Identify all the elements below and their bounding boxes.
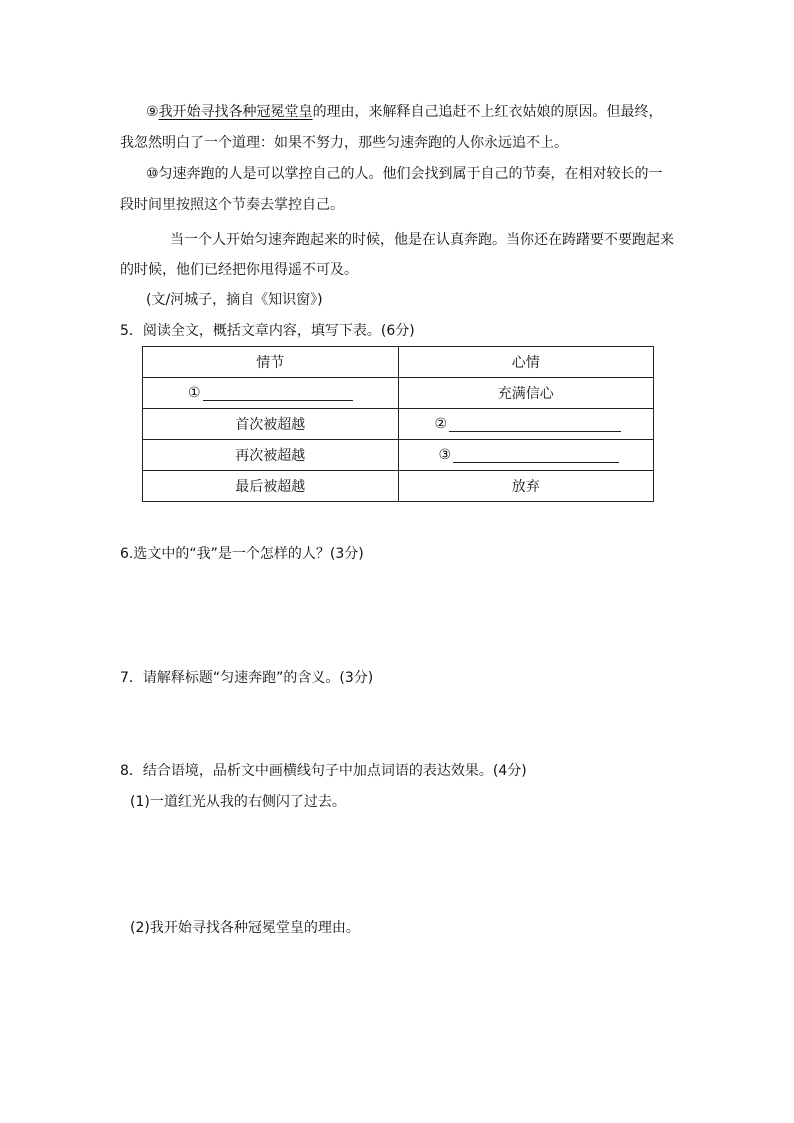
table-row	[143, 471, 654, 502]
question-8-sub-1: (1)一道红光从我的右侧闪了过去。	[130, 794, 346, 810]
paragraph-9-line-1	[146, 102, 663, 122]
table-row	[143, 409, 654, 440]
paragraph-number: ⑨	[146, 104, 159, 120]
summary-table	[142, 346, 654, 502]
blank-marker: ③	[438, 447, 452, 463]
mood-cell-blank[interactable]	[398, 440, 654, 471]
question-7-prompt: 7．请解释标题“匀速奔跑”的含义。(3分)	[120, 670, 374, 686]
paragraph-11-line-2: 的时候，他们已经把你甩得遥不可及。	[120, 262, 358, 278]
header-plot: 情节	[143, 347, 399, 378]
plot-cell-blank[interactable]	[143, 378, 399, 409]
plot-cell: 最后被超越	[143, 471, 399, 502]
source-citation: (文/河城子，摘自《知识窗》)	[146, 292, 323, 308]
plot-cell: 首次被超越	[143, 409, 399, 440]
paragraph-10-line-1: ⑩匀速奔跑的人是可以掌控自己的人。他们会找到属于自己的节奏，在相对较长的一	[146, 166, 663, 182]
question-8-sub-2: (2)我开始寻找各种冠冕堂皇的理由。	[130, 920, 360, 936]
blank-marker: ②	[434, 416, 448, 432]
table-header-row	[143, 347, 654, 378]
paragraph-11-line-1: 当一个人开始匀速奔跑起来的时候，他是在认真奔跑。当你还在踌躇要不要跑起来	[170, 232, 674, 248]
paragraph-text: 的理由，来解释自己追赶不上红衣姑娘的原因。但最终，	[312, 104, 663, 120]
mood-cell: 放弃	[398, 471, 654, 502]
answer-blank[interactable]	[453, 448, 619, 463]
question-8-prompt: 8．结合语境，品析文中画横线句子中加点词语的表达效果。(4分)	[120, 763, 527, 779]
table-row	[143, 440, 654, 471]
question-5-prompt: 5．阅读全文，概括文章内容，填写下表。(6分)	[120, 323, 415, 339]
question-6-prompt: 6.选文中的“我”是一个怎样的人？(3分)	[120, 546, 364, 562]
underlined-sentence: 我开始寻找各种冠冕堂皇	[158, 104, 313, 120]
header-mood: 心情	[398, 347, 654, 378]
answer-blank[interactable]	[203, 386, 353, 401]
mood-cell: 充满信心	[398, 378, 654, 409]
plot-cell: 再次被超越	[143, 440, 399, 471]
table-row	[143, 378, 654, 409]
blank-marker: ①	[187, 385, 201, 401]
mood-cell-blank[interactable]	[398, 409, 654, 440]
paragraph-9-line-2: 我忽然明白了一个道理：如果不努力，那些匀速奔跑的人你永远追不上。	[120, 135, 568, 151]
paragraph-10-line-2: 段时间里按照这个节奏去掌控自己。	[120, 197, 344, 213]
answer-blank[interactable]	[449, 417, 621, 432]
